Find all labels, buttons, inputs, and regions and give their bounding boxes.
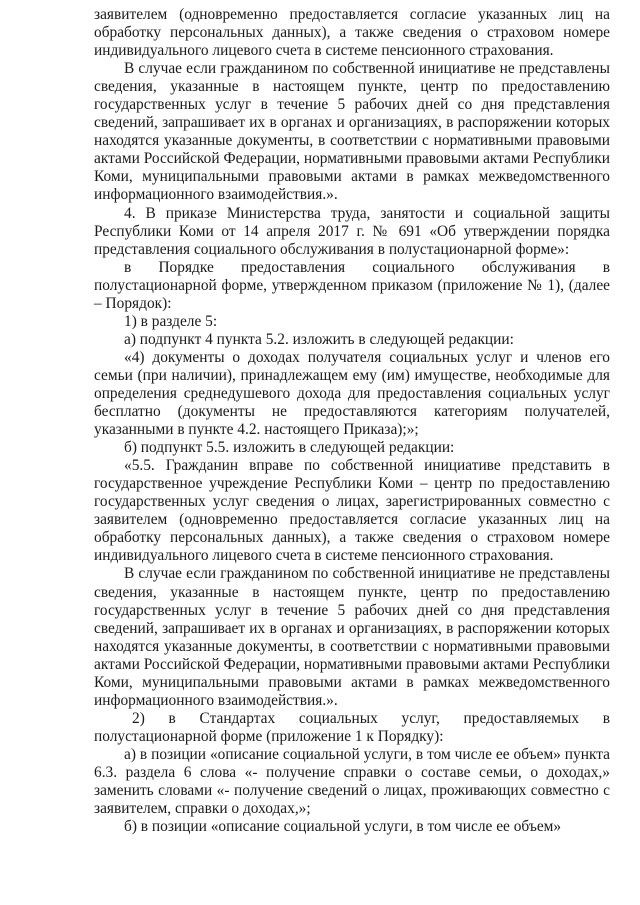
paragraph-5: 1) в разделе 5: <box>124 312 218 330</box>
paragraph-7: «4) документы о доходах получателя социальных услуг и членов его семьи (при наличии), принадлежащем ему (им) имуществе, необходимые для определения среднедушевого дохода для предоставления социальных услуг бесплатно (документы не предоставляются категориям получателей, указанными в пункте 4.2. настоящего Приказа);»; <box>94 348 610 439</box>
document-body <box>94 6 610 836</box>
paragraph-10: В случае если гражданином по собственной инициативе не представлены сведения, указанные в настоящем пункте, центр по предоставлению государственных услуг в течение 5 рабочих дней со дня представления сведений, запрашивает их в органах и организациях, в распоряжении которых находятся указанные документы, в соответствии с нормативными правовыми актами Российской Федерации, нормативными правовыми актами Республики Коми, муниципальными правовыми актами в рамках межведомственного информационного взаимодействия.». <box>94 565 610 709</box>
paragraph-9: «5.5. Гражданин вправе по собственной инициативе представить в государственное учреждение Республики Коми – центр по предоставлению государственных услуг сведения о лицах, зарегистрированных совместно с заявителем (одновременно предоставляется согласие указанных лиц на обработку персональных данных), а также сведения о страховом номере индивидуального лицевого счета в системе пенсионного страхования. <box>94 457 610 565</box>
paragraph-3: 4. В приказе Министерства труда, занятости и социальной защиты Республики Коми от 14 апреля 2017 г. № 691 «Об утверждении порядка представления социального обслуживания в полустационарной форме»: <box>94 204 610 258</box>
paragraph-1: заявителем (одновременно предоставляется согласие указанных лиц на обработку персональных данных), а также сведения о страховом номере индивидуального лицевого счета в системе пенсионного страхования. <box>94 6 610 60</box>
paragraph-13: б) в позиции «описание социальной услуги, в том числе ее объем» <box>124 818 562 836</box>
paragraph-4: в Порядке предоставления социального обслуживания в полустационарной форме, утвержденном приказом (приложение № 1), (далее – Порядок): <box>94 258 610 312</box>
paragraph-8: б) подпункт 5.5. изложить в следующей редакции: <box>124 439 455 457</box>
paragraph-11: 2) в Стандартах социальных услуг, предоставляемых в полустационарной форме (приложение 1 к Порядку): <box>94 709 610 745</box>
paragraph-6: а) подпункт 4 пункта 5.2. изложить в следующей редакции: <box>124 330 514 348</box>
paragraph-12: а) в позиции «описание социальной услуги, в том числе ее объем» пункта 6.3. раздела 6 слова «- получение справки о составе семьи, о доходах,» заменить словами «- получение сведений о лицах, проживающих совместно с заявителем, справки о доходах,»; <box>94 745 610 818</box>
paragraph-2: В случае если гражданином по собственной инициативе не представлены сведения, указанные в настоящем пункте, центр по предоставлению государственных услуг в течение 5 рабочих дней со дня представления сведений, запрашивает их в органах и организациях, в распоряжении которых находятся указанные документы, в соответствии с нормативными правовыми актами Российской Федерации, нормативными правовыми актами Республики Коми, муниципальными правовыми актами в рамках межведомственного информационного взаимодействия.». <box>94 60 610 204</box>
